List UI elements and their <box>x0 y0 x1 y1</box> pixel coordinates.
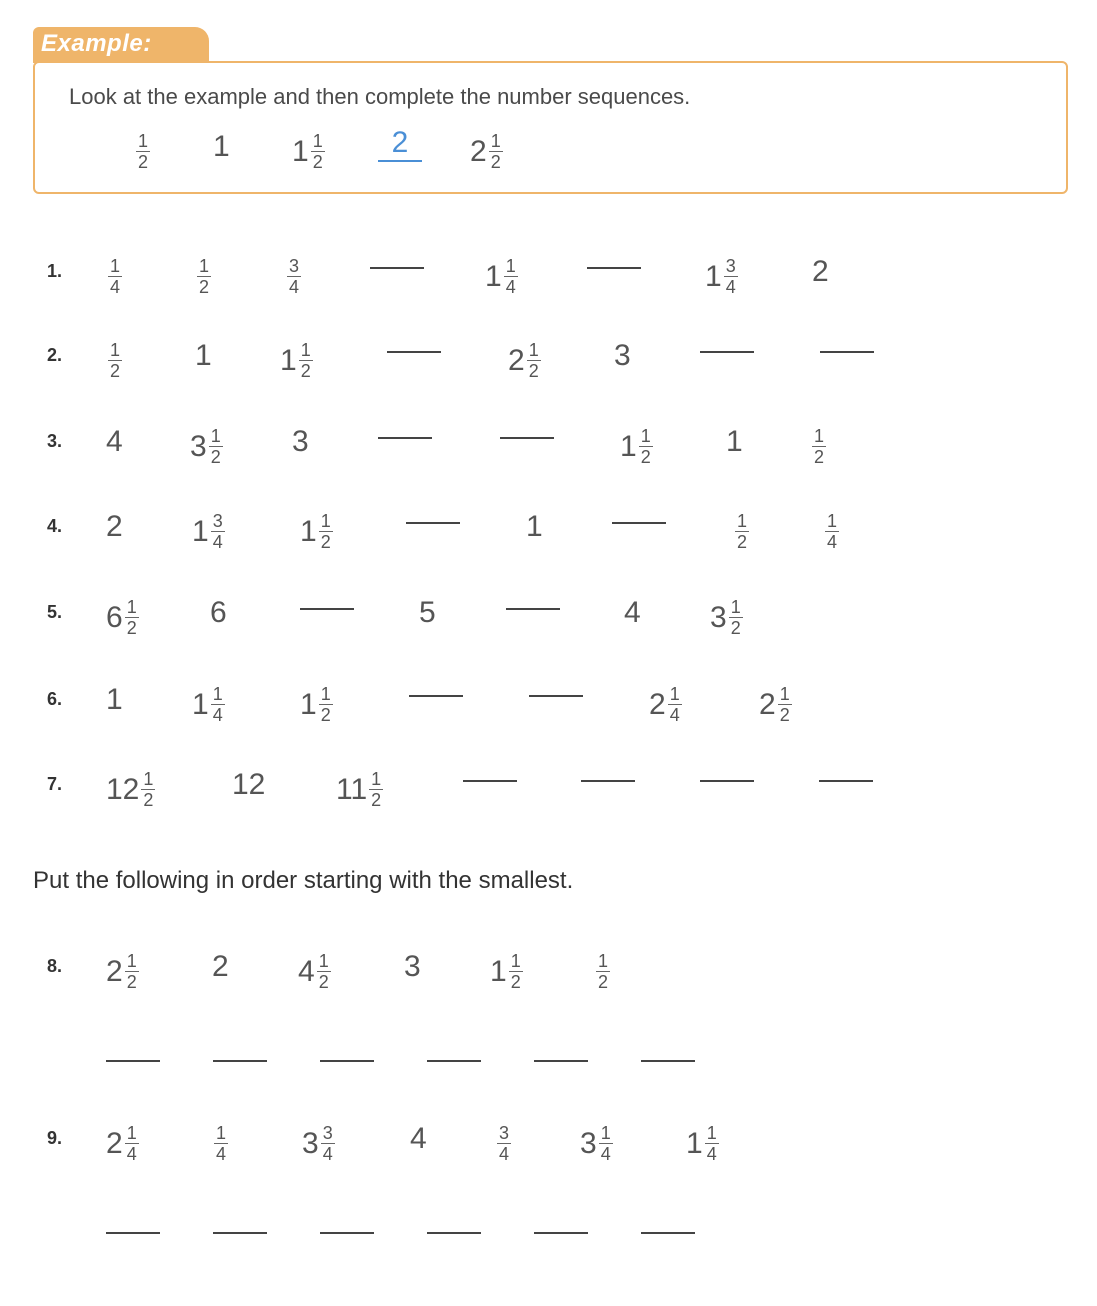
denominator: 2 <box>320 705 331 725</box>
numerator: 1 <box>212 684 223 704</box>
fraction <box>287 257 301 296</box>
whole-number: 2 <box>106 1126 123 1160</box>
fraction <box>705 1124 719 1163</box>
ordering-answer-blank[interactable] <box>641 1060 695 1062</box>
whole-number: 1 <box>490 954 507 988</box>
question-number: 3. <box>47 431 63 451</box>
whole-number: 1 <box>620 429 637 463</box>
numerator: 3 <box>212 511 223 531</box>
numerator: 1 <box>320 511 331 531</box>
question-number: 9. <box>47 1128 63 1148</box>
sequence-term <box>106 685 123 715</box>
sequence-term <box>733 512 749 551</box>
numerator: 1 <box>737 511 748 531</box>
sequence-term <box>759 685 792 724</box>
question-number: 8. <box>47 956 63 976</box>
numerator: 1 <box>510 951 521 971</box>
ordering-term <box>686 1124 719 1163</box>
answer-blank[interactable] <box>581 780 635 782</box>
fraction <box>141 770 155 809</box>
numerator: 1 <box>143 769 154 789</box>
numerator: 1 <box>490 131 501 151</box>
example-box <box>33 61 1068 194</box>
numerator: 1 <box>126 951 137 971</box>
ordering-answer-blank[interactable] <box>106 1060 160 1062</box>
sequence-term <box>106 341 122 380</box>
fraction <box>319 512 333 551</box>
fraction <box>527 341 541 380</box>
whole-number: 6 <box>210 596 227 629</box>
whole-number: 1 <box>726 425 743 458</box>
whole-number: 11 <box>336 772 368 806</box>
numerator: 1 <box>814 426 825 446</box>
denominator: 4 <box>216 1144 227 1164</box>
answer-blank[interactable] <box>820 351 874 353</box>
answer-blank[interactable] <box>300 608 354 610</box>
numerator: 1 <box>126 1123 137 1143</box>
denominator: 2 <box>730 618 741 638</box>
whole-number: 1 <box>195 339 212 372</box>
numerator: 1 <box>600 1123 611 1143</box>
sequence-term <box>300 512 333 551</box>
whole-number: 1 <box>485 259 502 293</box>
fraction <box>299 341 313 380</box>
ordering-answer-blank[interactable] <box>427 1060 481 1062</box>
question-number: 7. <box>47 774 63 794</box>
fraction <box>125 952 139 991</box>
fraction <box>317 952 331 991</box>
sequence-term <box>614 341 631 371</box>
sequence-term <box>232 770 265 800</box>
sequence-term <box>812 257 829 287</box>
sequence-term <box>292 427 309 457</box>
whole-number: 1 <box>292 134 309 168</box>
ordering-answer-blank[interactable] <box>427 1232 481 1234</box>
ordering-term <box>580 1124 613 1163</box>
numerator: 1 <box>216 1123 227 1143</box>
whole-number: 5 <box>419 596 436 629</box>
whole-number: 6 <box>106 600 123 634</box>
denominator: 4 <box>212 705 223 725</box>
denominator: 4 <box>499 1144 510 1164</box>
fraction <box>497 1124 511 1163</box>
sequence-term <box>649 685 682 724</box>
sequence-term <box>190 427 223 466</box>
denominator: 2 <box>143 790 154 810</box>
ordering-answer-blank[interactable] <box>106 1232 160 1234</box>
denominator: 2 <box>737 532 748 552</box>
question-number: 1. <box>47 261 63 281</box>
whole-number: 1 <box>213 130 230 163</box>
ordering-answer-blank[interactable] <box>213 1232 267 1234</box>
numerator: 1 <box>730 597 741 617</box>
numerator: 3 <box>289 256 300 276</box>
sequence-term <box>195 341 212 371</box>
sequence-term <box>106 257 122 296</box>
sequence-term <box>280 341 313 380</box>
fraction <box>214 1124 228 1163</box>
numerator: 1 <box>505 256 516 276</box>
ordering-term <box>212 1124 228 1163</box>
sequence-term <box>285 257 301 296</box>
sequence-term <box>419 598 436 628</box>
sequence-term <box>620 427 653 466</box>
fraction <box>639 427 653 466</box>
fraction <box>812 427 826 466</box>
sequence-term <box>823 512 839 551</box>
numerator: 1 <box>318 951 329 971</box>
example-term <box>470 132 503 171</box>
whole-number: 1 <box>280 343 297 377</box>
denominator: 4 <box>669 705 680 725</box>
whole-number: 4 <box>298 954 315 988</box>
denominator: 4 <box>289 277 300 297</box>
denominator: 4 <box>126 1144 137 1164</box>
denominator: 2 <box>138 152 149 172</box>
fraction <box>197 257 211 296</box>
numerator: 3 <box>322 1123 333 1143</box>
example-term <box>292 132 325 171</box>
fraction <box>108 257 122 296</box>
denominator: 2 <box>110 361 121 381</box>
denominator: 2 <box>371 790 382 810</box>
denominator: 2 <box>528 361 539 381</box>
numerator: 1 <box>320 684 331 704</box>
whole-number: 1 <box>705 259 722 293</box>
sequence-term <box>192 685 225 724</box>
answer-blank[interactable] <box>700 351 754 353</box>
fraction <box>735 512 749 551</box>
whole-number: 4 <box>410 1122 427 1155</box>
whole-number: 2 <box>212 950 229 983</box>
sequence-term <box>210 598 227 628</box>
sequence-term <box>810 427 826 466</box>
denominator: 4 <box>827 532 838 552</box>
sequence-term <box>106 512 123 542</box>
fraction <box>125 1124 139 1163</box>
sequence-term <box>106 770 155 809</box>
denominator: 4 <box>706 1144 717 1164</box>
denominator: 2 <box>598 972 609 992</box>
whole-number: 2 <box>649 687 666 721</box>
question-number: 5. <box>47 602 63 622</box>
denominator: 2 <box>199 277 210 297</box>
denominator: 2 <box>779 705 790 725</box>
denominator: 2 <box>312 152 323 172</box>
whole-number: 1 <box>300 514 317 548</box>
whole-number: 2 <box>470 134 487 168</box>
denominator: 2 <box>320 532 331 552</box>
denominator: 2 <box>490 152 501 172</box>
fraction <box>825 512 839 551</box>
ordering-term <box>212 952 229 982</box>
whole-number: 1 <box>192 687 209 721</box>
whole-number: 1 <box>686 1126 703 1160</box>
numerator: 1 <box>210 426 221 446</box>
fraction <box>668 685 682 724</box>
whole-number: 4 <box>106 425 123 458</box>
whole-number: 2 <box>106 954 123 988</box>
denominator: 4 <box>212 532 223 552</box>
fraction <box>319 685 333 724</box>
sequence-term <box>508 341 541 380</box>
whole-number: 3 <box>580 1126 597 1160</box>
numerator: 1 <box>138 131 149 151</box>
numerator: 1 <box>640 426 651 446</box>
numerator: 3 <box>725 256 736 276</box>
denominator: 4 <box>505 277 516 297</box>
sequence-term <box>300 685 333 724</box>
example-term <box>213 132 230 162</box>
whole-number: 1 <box>192 514 209 548</box>
ordering-term <box>302 1124 335 1163</box>
sequence-term <box>192 512 225 551</box>
denominator: 4 <box>110 277 121 297</box>
sequence-term <box>624 598 641 628</box>
denominator: 4 <box>600 1144 611 1164</box>
whole-number: 2 <box>759 687 776 721</box>
whole-number: 1 <box>300 687 317 721</box>
answer-blank[interactable] <box>406 522 460 524</box>
denominator: 4 <box>322 1144 333 1164</box>
answer-blank[interactable] <box>500 437 554 439</box>
ordering-term <box>298 952 331 991</box>
fraction <box>321 1124 335 1163</box>
sequence-term <box>710 598 743 637</box>
answer-blank[interactable] <box>700 780 754 782</box>
whole-number: 12 <box>232 768 266 801</box>
numerator: 1 <box>110 256 121 276</box>
numerator: 1 <box>706 1123 717 1143</box>
fraction <box>125 598 139 637</box>
ordering-answer-blank[interactable] <box>213 1060 267 1062</box>
question-number: 4. <box>47 516 63 536</box>
denominator: 2 <box>126 618 137 638</box>
sequence-term <box>726 427 743 457</box>
whole-number: 1 <box>106 683 123 716</box>
whole-number: 3 <box>302 1126 319 1160</box>
denominator: 2 <box>300 361 311 381</box>
sequence-term <box>106 427 123 457</box>
example-answer: 2 <box>378 128 422 162</box>
ordering-answer-blank[interactable] <box>534 1232 588 1234</box>
sequence-term <box>526 512 543 542</box>
whole-number: 2 <box>508 343 525 377</box>
example-tab-label: Example: <box>41 30 152 57</box>
denominator: 2 <box>210 447 221 467</box>
ordering-term <box>106 952 139 991</box>
numerator: 1 <box>598 951 609 971</box>
numerator: 3 <box>499 1123 510 1143</box>
denominator: 2 <box>318 972 329 992</box>
numerator: 1 <box>300 340 311 360</box>
denominator: 2 <box>510 972 521 992</box>
question-number: 2. <box>47 345 63 365</box>
sequence-term <box>705 257 738 296</box>
whole-number: 3 <box>292 425 309 458</box>
numerator: 1 <box>126 597 137 617</box>
denominator: 2 <box>814 447 825 467</box>
sequence-term <box>106 598 139 637</box>
fraction <box>211 685 225 724</box>
fraction <box>136 132 150 171</box>
whole-number: 12 <box>106 772 140 806</box>
example-term <box>134 132 150 171</box>
numerator: 1 <box>827 511 838 531</box>
numerator: 1 <box>110 340 121 360</box>
answer-blank[interactable] <box>819 780 873 782</box>
denominator: 2 <box>640 447 651 467</box>
sequence-term <box>195 257 211 296</box>
numerator: 1 <box>779 684 790 704</box>
ordering-term <box>495 1124 511 1163</box>
ordering-answer-blank[interactable] <box>320 1232 374 1234</box>
fraction <box>489 132 503 171</box>
ordering-term <box>410 1124 427 1154</box>
fraction <box>596 952 610 991</box>
fraction <box>599 1124 613 1163</box>
ordering-answer-blank[interactable] <box>534 1060 588 1062</box>
fraction <box>108 341 122 380</box>
answer-blank[interactable] <box>409 695 463 697</box>
answer-blank[interactable] <box>378 437 432 439</box>
ordering-answer-blank[interactable] <box>641 1232 695 1234</box>
whole-number: 4 <box>624 596 641 629</box>
fraction <box>211 512 225 551</box>
ordering-term <box>594 952 610 991</box>
example-instruction: Look at the example and then complete the number sequences. <box>69 84 691 109</box>
whole-number: 3 <box>404 950 421 983</box>
answer-blank[interactable] <box>612 522 666 524</box>
sequence-term <box>336 770 383 809</box>
answer-blank[interactable] <box>529 695 583 697</box>
denominator: 2 <box>126 972 137 992</box>
denominator: 4 <box>725 277 736 297</box>
fraction <box>724 257 738 296</box>
whole-number: 3 <box>190 429 207 463</box>
ordering-heading: Put the following in order starting with the smallest. <box>33 867 574 894</box>
fraction <box>504 257 518 296</box>
ordering-answer-blank[interactable] <box>320 1060 374 1062</box>
ordering-term <box>490 952 523 991</box>
answer-blank[interactable] <box>387 351 441 353</box>
whole-number: 3 <box>710 600 727 634</box>
numerator: 1 <box>371 769 382 789</box>
answer-blank[interactable] <box>463 780 517 782</box>
whole-number: 1 <box>526 510 543 543</box>
whole-number: 2 <box>812 255 829 288</box>
example-tab <box>33 27 209 63</box>
whole-number: 3 <box>614 339 631 372</box>
numerator: 1 <box>312 131 323 151</box>
sequence-term <box>485 257 518 296</box>
answer-blank[interactable] <box>506 608 560 610</box>
answer-blank[interactable] <box>370 267 424 269</box>
numerator: 1 <box>669 684 680 704</box>
fraction <box>778 685 792 724</box>
whole-number: 2 <box>106 510 123 543</box>
ordering-term <box>404 952 421 982</box>
question-number: 6. <box>47 689 63 709</box>
fraction <box>369 770 383 809</box>
fraction <box>509 952 523 991</box>
fraction <box>729 598 743 637</box>
ordering-term <box>106 1124 139 1163</box>
numerator: 1 <box>528 340 539 360</box>
numerator: 1 <box>199 256 210 276</box>
fraction <box>209 427 223 466</box>
fraction <box>311 132 325 171</box>
answer-blank[interactable] <box>587 267 641 269</box>
